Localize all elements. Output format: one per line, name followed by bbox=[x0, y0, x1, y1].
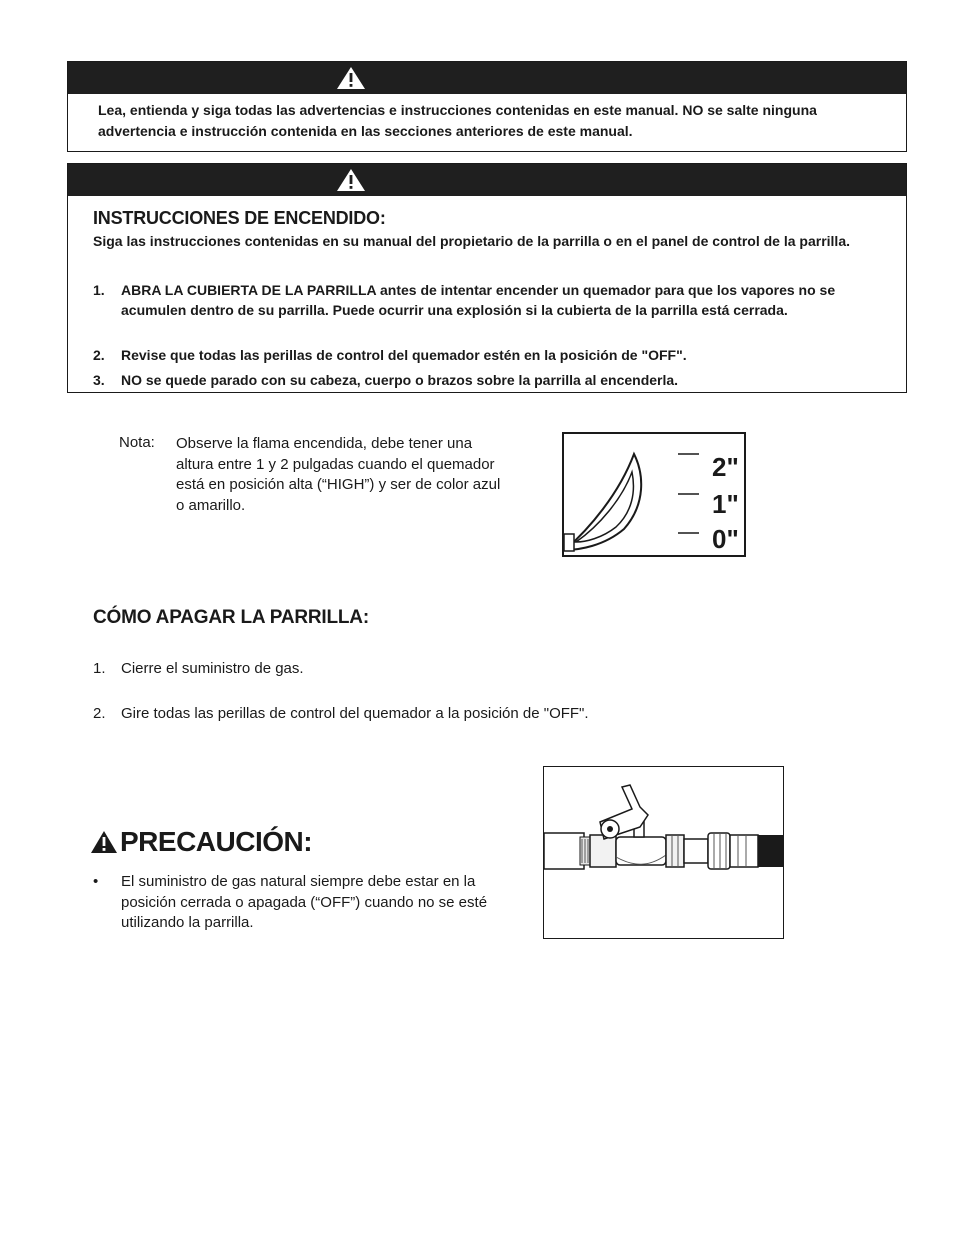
caution-text: El suministro de gas natural siempre debe estar en la posición cerrada o apagada (“OFF”) cuando no se esté utilizando la parrilla. bbox=[121, 873, 488, 931]
list-item-text: Revise que todas las perillas de control del quemador estén en la posición de "OFF". bbox=[121, 347, 687, 363]
warning-box-lighting bbox=[67, 163, 907, 393]
list-item-text: ABRA LA CUBIERTA DE LA PARRILLA antes de intentar encender un quemador para que los vapores no se acumulen dentro de su parrilla. Puede ocurrir una explosión si la cubierta de la parrilla está cerrada. bbox=[121, 282, 836, 318]
list-item-number: 3. bbox=[93, 372, 105, 388]
shutoff-heading: CÓMO APAGAR LA PARRILLA: bbox=[93, 607, 369, 628]
list-item-number: 1. bbox=[93, 660, 106, 677]
warning-triangle-icon bbox=[336, 168, 366, 192]
list-item-text: Gire todas las perillas de control del quemador a la posición de "OFF". bbox=[121, 705, 589, 722]
warning-triangle-icon bbox=[336, 66, 366, 90]
list-item-number: 1. bbox=[93, 282, 105, 298]
warning-box-general bbox=[67, 61, 907, 152]
list-item-text: NO se quede parado con su cabeza, cuerpo o brazos sobre la parrilla al encenderla. bbox=[121, 372, 679, 388]
scale-mark-0in: 0" bbox=[712, 524, 739, 554]
flame-height-illustration bbox=[562, 432, 746, 557]
warning-triangle-icon bbox=[90, 830, 118, 854]
list-item-number: 2. bbox=[93, 347, 105, 363]
note-label: Nota: bbox=[119, 434, 155, 451]
caution-title-text: PRECAUCIÓN: bbox=[120, 826, 313, 857]
list-item-number: 2. bbox=[93, 705, 106, 722]
lighting-instructions-intro: Siga las instrucciones contenidas en su manual del propietario de la parrilla o en el panel de control de la parrilla. bbox=[93, 233, 850, 249]
warning-header-bar bbox=[68, 62, 906, 94]
caution-title bbox=[90, 826, 312, 858]
list-item-text: Cierre el suministro de gas. bbox=[121, 660, 304, 677]
gas-valve-illustration bbox=[543, 766, 784, 939]
lighting-instructions-heading: INSTRUCCIONES DE ENCENDIDO: bbox=[93, 208, 386, 228]
gas-valve-icon bbox=[544, 767, 784, 939]
warning-header-bar bbox=[68, 164, 906, 196]
warning-general-text: Lea, entienda y siga todas las advertencias e instrucciones contenidas en este manual. NO se salte ninguna advertencia e instrucción contenida en las secciones anteriores de este manual. bbox=[98, 102, 817, 139]
scale-mark-2in: 2" bbox=[712, 452, 739, 482]
bullet-glyph: • bbox=[93, 873, 99, 890]
scale-mark-1in: 1" bbox=[712, 489, 739, 519]
note-text: Observe la flama encendida, debe tener una altura entre 1 y 2 pulgadas cuando el quemador está en posición alta (“HIGH”) y ser de color azul o amarillo. bbox=[176, 435, 501, 514]
